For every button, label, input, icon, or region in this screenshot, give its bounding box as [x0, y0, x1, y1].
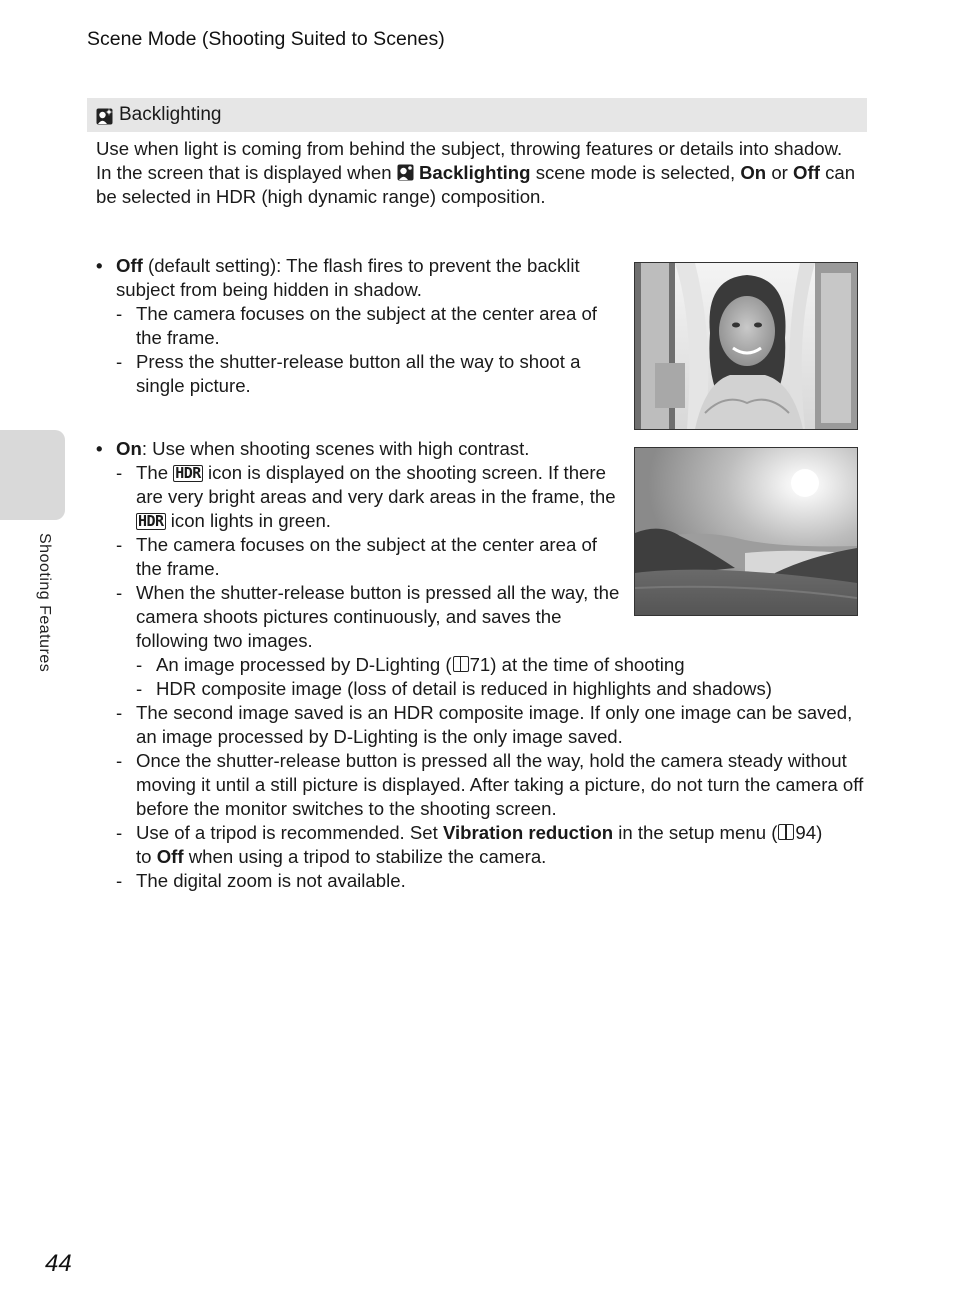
note-text: Once the shutter-release button is pressed all the way, hold the camera steady without moving it until a still picture is displayed. After taking a picture, do not turn the camera off before the monitor switches to the shooting screen. — [136, 750, 864, 819]
note-text: An image processed by D-Lighting ( — [156, 654, 452, 675]
off-label: Off — [156, 846, 184, 867]
on-label: On — [740, 162, 767, 183]
off-option-text: (default setting): The flash fires to prevent the backlit subject from being hidden in shadow. — [116, 255, 580, 300]
portrait-photo — [634, 262, 858, 430]
page-header: Scene Mode (Shooting Suited to Scenes) — [87, 28, 445, 50]
vibration-reduction-label: Vibration reduction — [442, 822, 614, 843]
list-item: - HDR composite image (loss of detail is reduced in highlights and shadows) — [136, 678, 772, 699]
note-text: ) — [816, 822, 823, 843]
intro-text-span: In the screen that is displayed when — [96, 162, 397, 183]
list-item: - Once the shutter-release button is pressed all the way, hold the camera steady without moving it until a still picture is displayed. After taking a picture, do not turn the camera off before the monitor switches to the shooting screen. — [116, 750, 864, 819]
on-label: On — [116, 438, 142, 459]
chapter-label: Shooting Features — [36, 533, 53, 673]
list-item: - The camera focuses on the subject at the center area of the frame. — [116, 303, 597, 348]
hdr-icon: HDR — [138, 512, 164, 530]
landscape-photo — [634, 447, 858, 616]
chapter-tab — [0, 430, 65, 520]
note-text: icon lights in green. — [165, 510, 331, 531]
list-item: - An image processed by D-Lighting ( 71) at the time of shooting — [136, 654, 685, 675]
backlighting-scene-icon — [96, 107, 113, 124]
off-label: Off — [793, 162, 820, 183]
note-text: Press the shutter-release button all the way to shoot a single picture. — [136, 351, 581, 396]
note-text: when using a tripod to stabilize the camera. — [183, 846, 547, 867]
book-reference-icon — [778, 824, 794, 840]
on-option-bullet — [96, 437, 626, 461]
page-reference: 71 — [469, 654, 491, 675]
on-option-text: : Use when shooting scenes with high contrast. — [141, 438, 530, 459]
intro-text-span: or — [766, 162, 794, 183]
on-option-block — [96, 437, 626, 653]
book-reference-icon — [453, 656, 469, 672]
note-text: HDR composite image (loss of detail is reduced in highlights and shadows) — [156, 678, 772, 699]
note-text: ) at the time of shooting — [490, 654, 685, 675]
page-number: 44 — [45, 1250, 72, 1277]
intro-text — [96, 137, 864, 209]
note-text: The — [136, 462, 174, 483]
list-item: - The second image saved is an HDR composite image. If only one image can be saved, an image processed by D-Lighting is the only image saved. — [116, 702, 853, 747]
off-option-block — [96, 254, 606, 398]
page-reference: 94 — [795, 822, 817, 843]
note-text: The second image saved is an HDR composite image. If only one image can be saved, an image processed by D-Lighting is the only image saved. — [136, 702, 853, 747]
note-text: to — [136, 846, 157, 867]
bullet-dot: • — [96, 255, 103, 276]
note-text: The camera focuses on the subject at the center area of the frame. — [136, 303, 597, 348]
on-option-block-continued — [96, 653, 866, 893]
note-text: The digital zoom is not available. — [136, 870, 406, 891]
list-item: - The HDR icon is displayed on the shooting screen. If there are very bright areas and very dark areas in the frame, the HDR icon lights in green. — [116, 462, 616, 531]
intro-line-2 — [96, 161, 864, 209]
hdr-icon: HDR — [175, 464, 201, 482]
off-option-bullet — [96, 254, 606, 302]
section-heading — [87, 98, 867, 132]
note-text: Use of a tripod is recommended. Set — [136, 822, 443, 843]
note-text: icon is displayed on the shooting screen. If there are very bright areas and very dark areas in the frame, the — [136, 462, 616, 507]
section-title: Backlighting — [119, 104, 222, 125]
list-item: - Use of a tripod is recommended. Set Vibration reduction in the setup menu ( 94) to Off when using a tripod to stabilize the camera. — [116, 822, 823, 867]
bullet-dot: • — [96, 438, 103, 459]
list-item: - Press the shutter-release button all the way to shoot a single picture. — [116, 351, 581, 396]
backlighting-label: Backlighting — [418, 162, 531, 183]
off-label: Off — [116, 255, 143, 276]
note-text: The camera focuses on the subject at the center area of the frame. — [136, 534, 597, 579]
list-item: - When the shutter-release button is pressed all the way, the camera shoots pictures continuously, and saves the following two images. — [116, 582, 620, 651]
note-text: When the shutter-release button is pressed all the way, the camera shoots pictures continuously, and saves the following two images. — [136, 582, 620, 651]
intro-line-1: Use when light is coming from behind the subject, throwing features or details into shadow. — [96, 138, 843, 159]
intro-text-span: scene mode is selected, — [530, 162, 741, 183]
intro-text-span: can be selected in HDR (high dynamic range) composition. — [96, 162, 856, 207]
list-item: - The camera focuses on the subject at the center area of the frame. — [116, 534, 597, 579]
note-text: in the setup menu ( — [613, 822, 778, 843]
backlighting-scene-icon — [397, 163, 414, 180]
list-item: - The digital zoom is not available. — [116, 870, 406, 891]
